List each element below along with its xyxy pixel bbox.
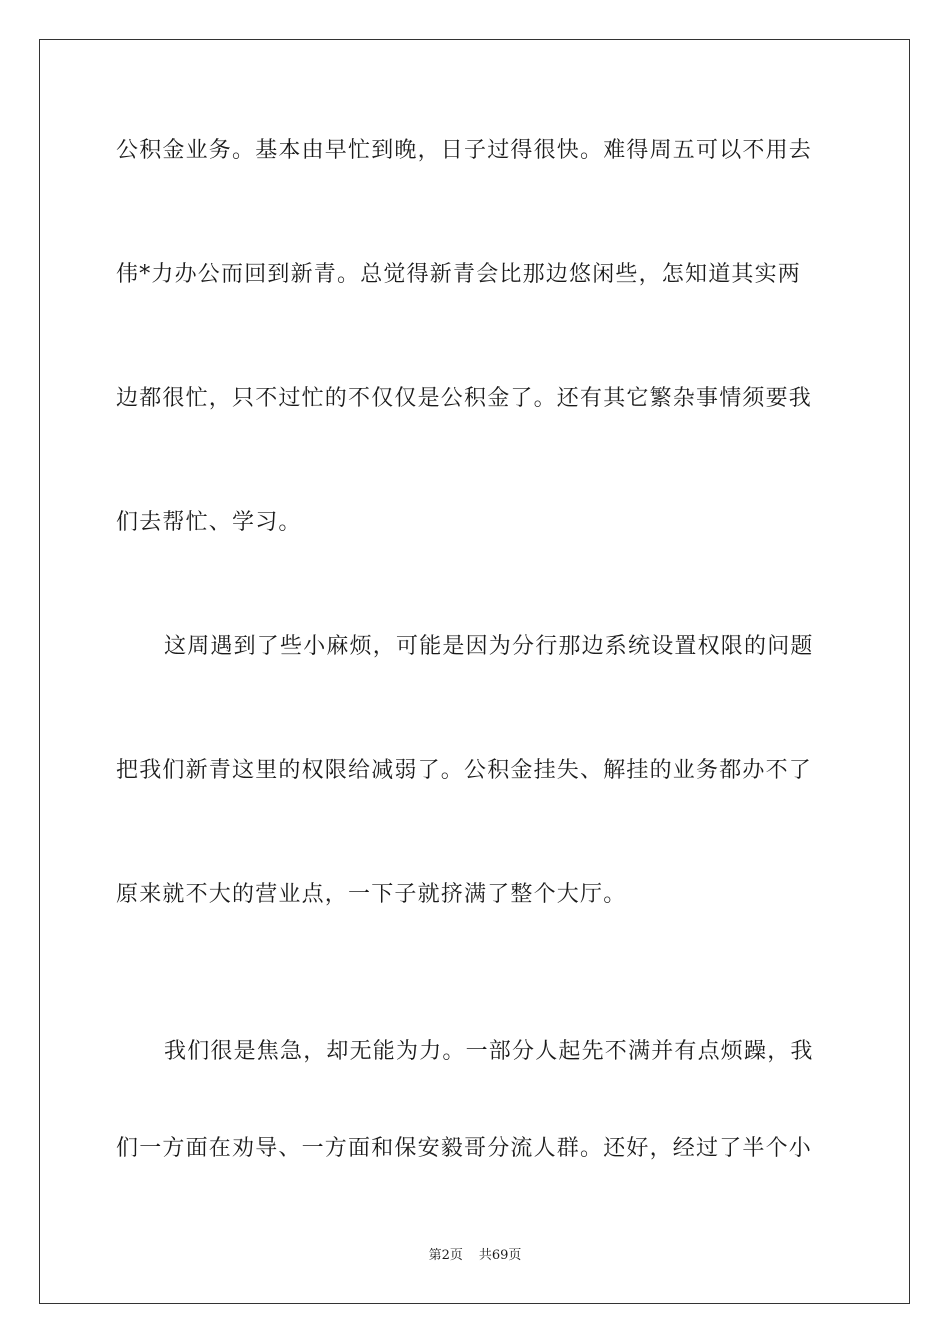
- body-text-line: 们去帮忙、学习。: [116, 510, 302, 535]
- body-text-line: 公积金业务。基本由早忙到晚，日子过得很快。难得周五可以不用去: [116, 138, 813, 163]
- body-text-line: 们一方面在劝导、一方面和保安毅哥分流人群。还好，经过了半个小: [116, 1136, 813, 1161]
- body-text-line: 把我们新青这里的权限给减弱了。公积金挂失、解挂的业务都办不了: [116, 758, 813, 783]
- body-text-line: 原来就不大的营业点，一下子就挤满了整个大厅。: [116, 882, 627, 907]
- body-text-line: 伟*力办公而回到新青。总觉得新青会比那边悠闲些，怎知道其实两: [116, 262, 802, 287]
- page-number: 第2页: [428, 1248, 463, 1263]
- body-text-line: 我们很是焦急，却无能为力。一部分人起先不满并有点烦躁，我: [164, 1039, 814, 1064]
- page-footer: [0, 1247, 950, 1265]
- body-text-line: 这周遇到了些小麻烦，可能是因为分行那边系统设置权限的问题: [164, 634, 814, 659]
- body-text-line: 边都很忙，只不过忙的不仅仅是公积金了。还有其它繁杂事情须要我: [116, 386, 813, 411]
- total-pages: 共69页: [478, 1248, 522, 1263]
- page-border: [39, 39, 910, 1304]
